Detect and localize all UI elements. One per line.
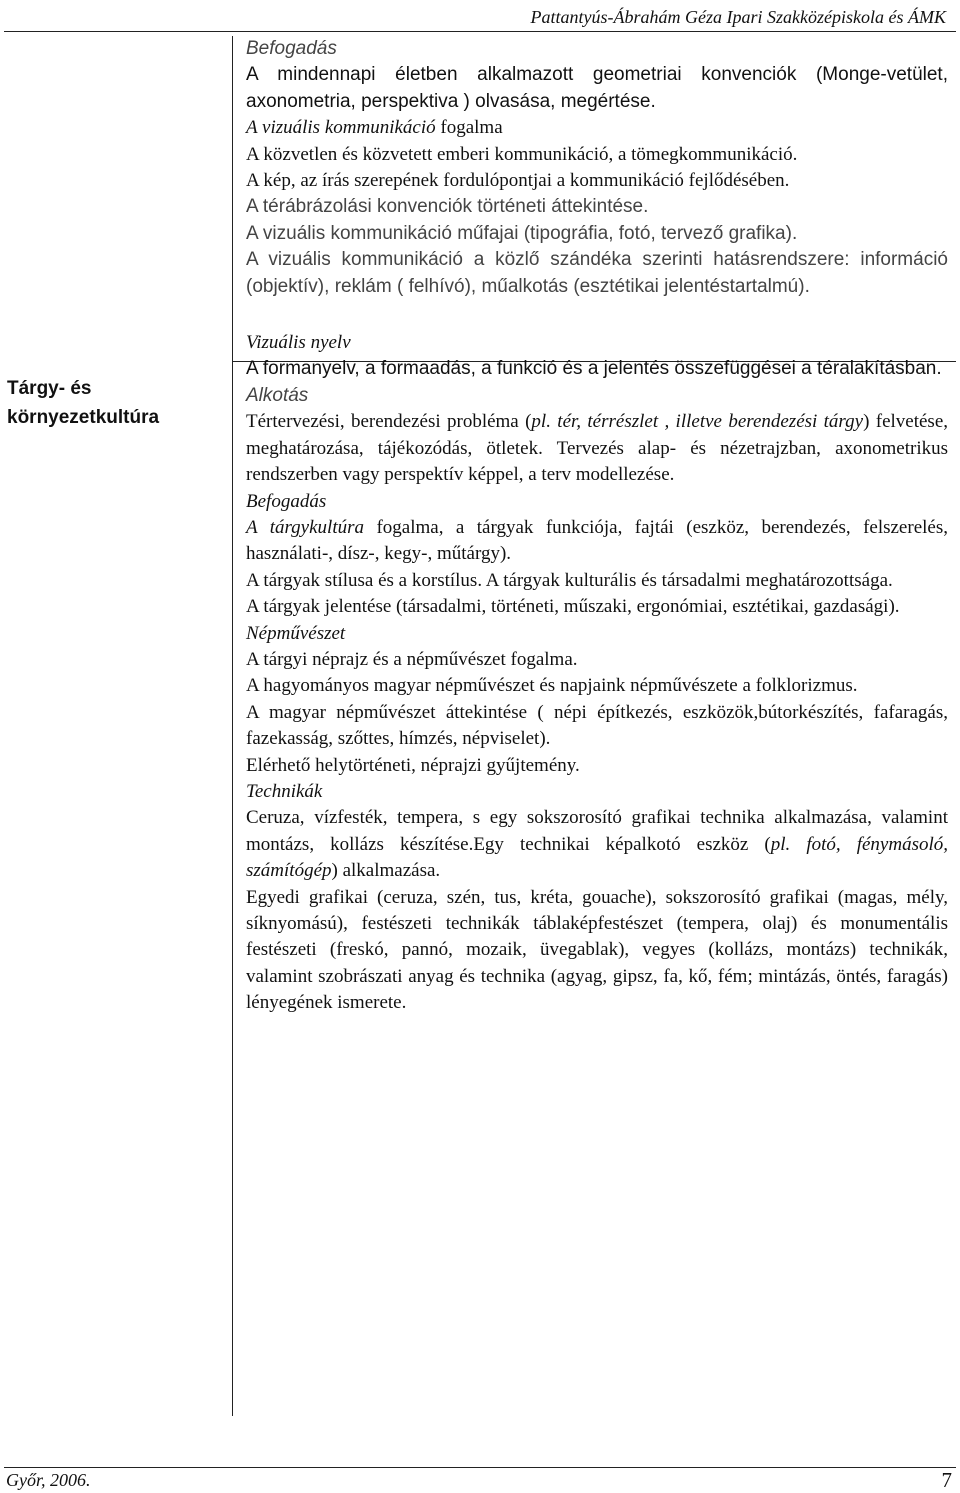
text: Tervezés alap- és nézetrajzban, axonometrikus rendszerben vagy perspektív képpel, a terv modellezése.: [246, 437, 948, 486]
paragraph: A magyar népművészet áttekintése ( népi építkezés, eszközök,bútorkészítés, fafaragás, fazekasság, szőttes, hímzés, népviselet).: [246, 701, 948, 750]
paragraph: A hagyományos magyar népművészet és napjaink népművészete a folklorizmus.: [246, 675, 858, 697]
paragraph-alkotas: [246, 409, 948, 488]
heading-nepmuveszet: Népművészet: [246, 622, 346, 644]
heading-vizualis-nyelv: Vizuális nyelv: [246, 332, 351, 354]
section-gap: [246, 300, 948, 330]
paragraph: A kép, az írás szerepének fordulópontjai a kommunikáció fejlődésében.: [246, 170, 790, 192]
header-title: Pattantyús-Ábrahám Géza Ipari Szakközépiskola és ÁMK: [530, 7, 946, 27]
text-italic: A tárgykultúra: [246, 516, 364, 538]
heading-italic: A vizuális kommunikáció: [246, 117, 436, 139]
paragraph: A tárgyi néprajz és a népművészet fogalma.: [246, 648, 578, 670]
text-italic: pl. fotó, fénymásoló, számítógép: [246, 833, 948, 882]
text: ) felvetése, meghatározása, tájékozódás, ötletek.: [246, 411, 948, 459]
text-italic: pl. tér, térrészlet , illetve berendezési tárgy: [531, 411, 864, 433]
heading-befogadas-1: Befogadás: [246, 38, 337, 59]
paragraph-technikak: [246, 805, 948, 884]
text: fogalma, a tárgyak funkciója, fajtái (eszköz, berendezés, felszerelés, használati-, dísz-, kegy-, műtárgy).: [246, 516, 948, 565]
section-communication: [246, 36, 948, 300]
subject-label: [7, 374, 159, 432]
paragraph: A vizuális kommunikáció a közlő szándéka szerinti hatásrendszere: információ (objektív), reklám ( felhívó), műalkotás (esztétikai jelentéstartalmú).: [246, 249, 948, 297]
page-header: [0, 0, 960, 34]
header-divider: [4, 31, 956, 32]
paragraph: A mindennapi életben alkalmazott geometriai konvenciók (Monge-vetület, axonometria, perspektiva ) olvasása, megértése.: [246, 64, 948, 112]
text: Ceruza, vízfesték, tempera, s egy sokszorosító grafikai technika alkalmazása, valamint montázs, kollázs készítése.: [246, 807, 948, 855]
text: A tárgyak stílusa és a korstílus.: [246, 569, 483, 591]
text: A tárgyak kulturális és társadalmi meghatározottsága.: [482, 569, 893, 591]
paragraph-stilus: [246, 568, 948, 594]
footer-place-date: Győr, 2006.: [6, 1470, 91, 1490]
heading-befogadas-2: Befogadás: [246, 490, 327, 512]
paragraph: A közvetlen és közvetett emberi kommunikáció, a tömegkommunikáció.: [246, 143, 798, 165]
section-object-culture: [246, 330, 948, 1017]
paragraph: Egyedi grafikai (ceruza, szén, tus, kréta, gouache), sokszorosító grafikai (magas, mély, síknyomású), festészeti technikák táblaképfestészet (tempera, olaj) és monumentális festészeti (freskó, pannó, mozaik, üvegablak), vegyes (kollázs, montázs) technikák, valamint szobrászati anyag és technika (agyag, gipsz, fa, kő, fém; mintázás, öntés, faragás) lényegének ismerete.: [246, 886, 948, 1014]
heading-rest: fogalma: [435, 117, 503, 139]
subject-line-1: Tárgy- és: [7, 378, 92, 399]
subject-line-2: környezetkultúra: [7, 407, 160, 428]
page-number: 7: [941, 1468, 952, 1492]
paragraph-targykultura: [246, 515, 948, 568]
text: Tértervezési, berendezési probléma (: [246, 411, 532, 433]
heading-technikak: Technikák: [246, 780, 323, 802]
paragraph: A formanyelv, a formaadás, a funkció és a jelentés összefüggései a téralakításban.: [246, 358, 942, 380]
heading-alkotas: Alkotás: [246, 384, 309, 406]
text: ) alkalmazása.: [331, 860, 441, 882]
paragraph: A vizuális kommunikáció műfajai (tipográfia, fotó, tervező grafika).: [246, 222, 798, 244]
subject-column: [0, 36, 233, 1416]
paragraph: A tárgyak jelentése (társadalmi, történeti, műszaki, ergonómiai, esztétikai, gazdasági).: [246, 596, 900, 618]
paragraph: Elérhető helytörténeti, néprajzi gyűjtemény.: [246, 754, 580, 776]
text: Egy technikai képalkotó eszköz (: [473, 833, 771, 855]
paragraph: A térábrázolási konvenciók történeti áttekintése.: [246, 196, 649, 218]
footer-divider: [4, 1467, 956, 1468]
heading-vizualis-kommunikacio: [246, 115, 948, 141]
content-column: [246, 36, 948, 1017]
